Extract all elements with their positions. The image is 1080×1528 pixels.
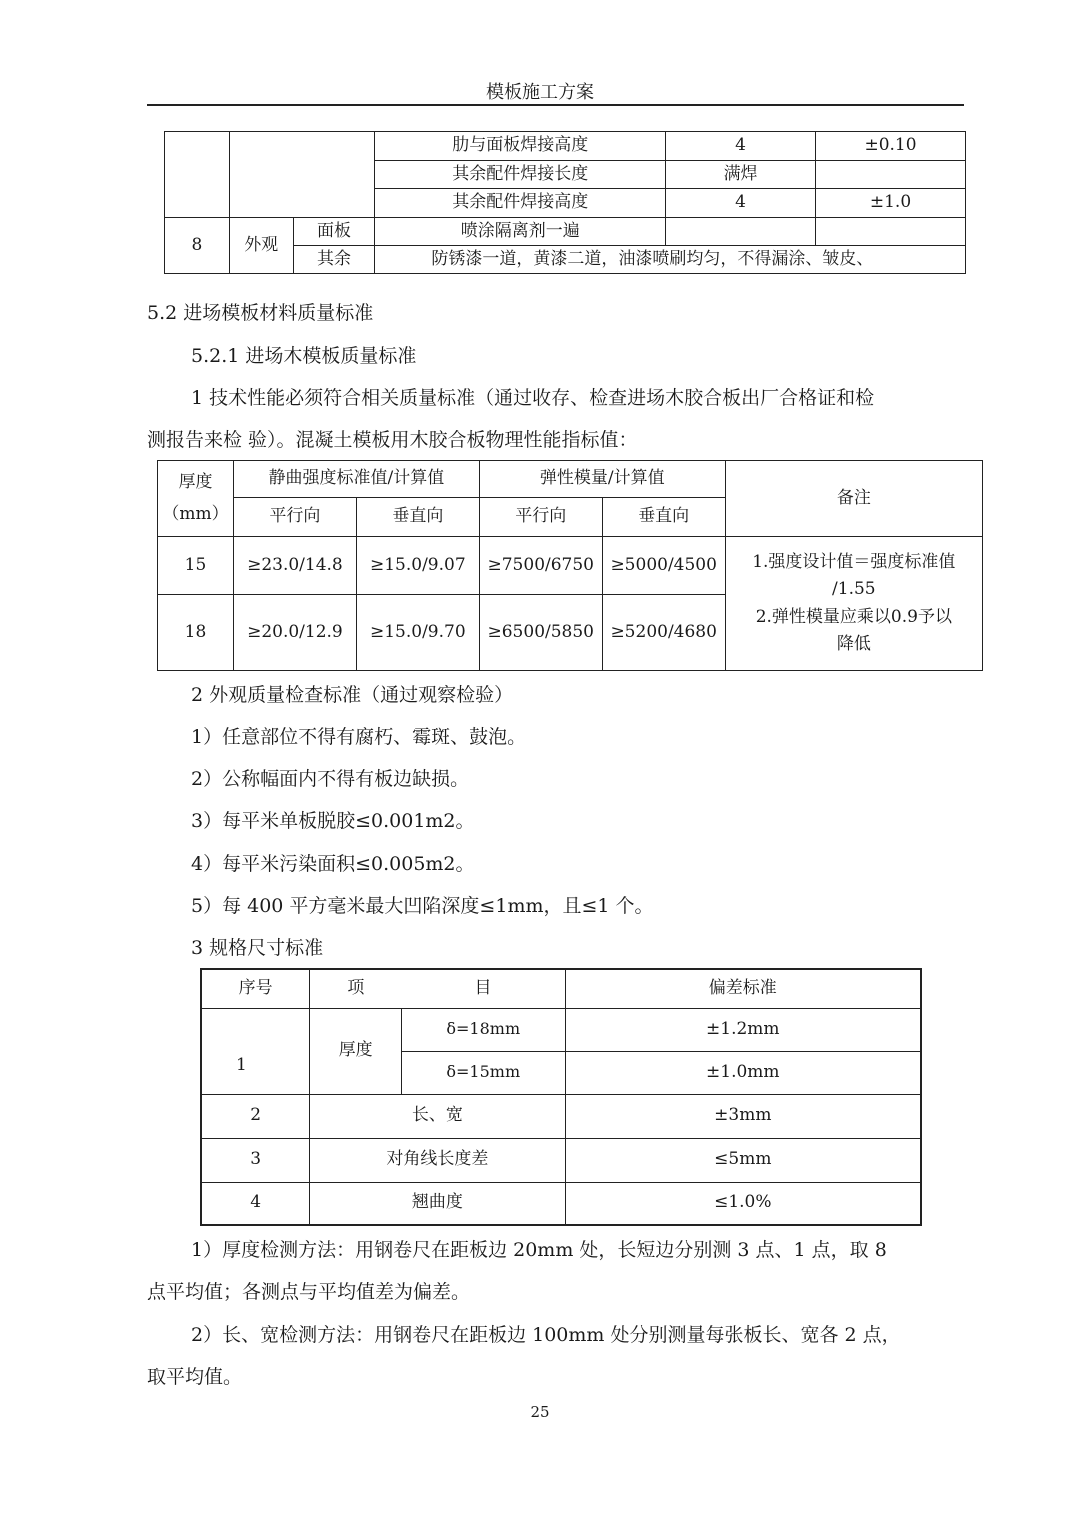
table-cell: ±1.0 bbox=[816, 189, 966, 218]
empty-cell bbox=[666, 218, 816, 246]
empty-cell bbox=[229, 132, 375, 218]
paragraph-line: 1）厚度检测方法：用钢卷尺在距板边 20mm 处，长短边分别测 3 点、1 点，取 8 bbox=[191, 1239, 887, 1261]
page-number: 25 bbox=[530, 1403, 550, 1421]
paragraph-line: 2）长、宽检测方法：用钢卷尺在距板边 100mm 处分别测量每张板长、宽各 2 点， bbox=[191, 1324, 901, 1346]
table-cell: 翘曲度 bbox=[310, 1182, 565, 1225]
size-standard-table bbox=[200, 968, 922, 1226]
table-cell: 面板 bbox=[293, 218, 375, 246]
paragraph-line: 1 技术性能必须符合相关质量标准（通过收存、检查进场木胶合板出厂合格证和检 bbox=[191, 387, 875, 409]
paragraph-line: 点平均值；各测点与平均值差为偏差。 bbox=[147, 1281, 471, 1303]
table-cell: ≤1.0% bbox=[565, 1182, 921, 1225]
header-cell: 垂直向 bbox=[356, 498, 479, 537]
table-cell: 防锈漆一道，黄漆二道，油漆喷刷均匀，不得漏涂、皱皮、 bbox=[375, 246, 966, 274]
table-cell: 外观 bbox=[229, 218, 293, 274]
table-cell: 厚度 bbox=[310, 1008, 402, 1094]
table-cell: ±1.0mm bbox=[565, 1051, 921, 1094]
table-cell: 肋与面板焊接高度 bbox=[375, 132, 666, 161]
table-cell: ≥15.0/9.07 bbox=[356, 537, 479, 595]
header-cell: 弹性模量/计算值 bbox=[479, 461, 725, 498]
table-cell: 对角线长度差 bbox=[310, 1138, 565, 1182]
weld-appearance-table bbox=[164, 131, 966, 274]
table-cell: 18 bbox=[158, 595, 234, 671]
header-cell bbox=[158, 461, 234, 537]
table-cell: ≥7500/6750 bbox=[479, 537, 602, 595]
list-item: 2）公称幅面内不得有板边缺损。 bbox=[191, 768, 470, 790]
table-cell: ≥5000/4500 bbox=[602, 537, 725, 595]
header-cell: 目 bbox=[401, 969, 565, 1008]
header-cell: 垂直向 bbox=[602, 498, 725, 537]
table-cell: 8 bbox=[165, 218, 230, 274]
table-cell: ≤5mm bbox=[565, 1138, 921, 1182]
page-header-title: 模板施工方案 bbox=[486, 82, 594, 103]
list-item: 5）每 400 平方毫米最大凹陷深度≤1mm，且≤1 个。 bbox=[191, 895, 654, 917]
section-heading: 5.2 进场模板材料质量标准 bbox=[147, 302, 374, 324]
header-rule bbox=[147, 104, 964, 106]
table-cell: ≥23.0/14.8 bbox=[233, 537, 356, 595]
note-line: /1.55 bbox=[832, 579, 876, 600]
header-cell: 序号 bbox=[201, 969, 310, 1008]
paragraph-line: 取平均值。 bbox=[147, 1366, 243, 1388]
subsection-heading: 5.2.1 进场木模板质量标准 bbox=[191, 345, 417, 367]
table-cell: δ=18mm bbox=[401, 1008, 565, 1051]
table-cell: 1 bbox=[201, 1008, 310, 1094]
table-cell: ≥20.0/12.9 bbox=[233, 595, 356, 671]
table-cell: ±3mm bbox=[565, 1094, 921, 1138]
thickness-unit: （mm） bbox=[162, 503, 229, 524]
table-cell: δ=15mm bbox=[401, 1051, 565, 1094]
list-item: 1）任意部位不得有腐朽、霉斑、鼓泡。 bbox=[191, 726, 527, 748]
empty-cell bbox=[165, 132, 230, 218]
table-cell: 满焊 bbox=[666, 161, 816, 189]
header-cell: 静曲强度标准值/计算值 bbox=[233, 461, 479, 498]
table-cell: 3 bbox=[201, 1138, 310, 1182]
table-cell: 其余配件焊接长度 bbox=[375, 161, 666, 189]
table-cell: ±1.2mm bbox=[565, 1008, 921, 1051]
table-cell: 4 bbox=[666, 189, 816, 218]
table-cell: 其余 bbox=[293, 246, 375, 274]
table-cell: 2 bbox=[201, 1094, 310, 1138]
table-cell bbox=[816, 161, 966, 189]
table-cell: ≥5200/4680 bbox=[602, 595, 725, 671]
table-cell: 其余配件焊接高度 bbox=[375, 189, 666, 218]
paragraph-line: 2 外观质量检查标准（通过观察检验） bbox=[191, 684, 514, 706]
list-item: 4）每平米污染面积≤0.005m2。 bbox=[191, 853, 475, 875]
plywood-performance-table bbox=[157, 460, 983, 671]
table-cell: ≥6500/5850 bbox=[479, 595, 602, 671]
note-cell bbox=[725, 537, 982, 671]
table-cell: 4 bbox=[201, 1182, 310, 1225]
header-cell: 项 bbox=[310, 969, 402, 1008]
header-cell: 平行向 bbox=[479, 498, 602, 537]
table-cell: 15 bbox=[158, 537, 234, 595]
table-cell: ≥15.0/9.70 bbox=[356, 595, 479, 671]
header-cell: 平行向 bbox=[233, 498, 356, 537]
note-line: 1.强度设计值＝强度标准值 bbox=[752, 552, 956, 573]
note-line: 2.弹性模量应乘以0.9予以 bbox=[755, 606, 952, 627]
list-item: 3）每平米单板脱胶≤0.001m2。 bbox=[191, 810, 475, 832]
paragraph-line: 测报告来检 验）。混凝土模板用木胶合板物理性能指标值： bbox=[147, 429, 638, 451]
table-cell: ±0.10 bbox=[816, 132, 966, 161]
header-cell: 备注 bbox=[725, 461, 982, 537]
empty-cell bbox=[816, 218, 966, 246]
table-cell: 长、宽 bbox=[310, 1094, 565, 1138]
table-cell: 4 bbox=[666, 132, 816, 161]
note-line: 降低 bbox=[836, 633, 871, 654]
paragraph-line: 3 规格尺寸标准 bbox=[191, 937, 324, 959]
header-cell: 偏差标准 bbox=[565, 969, 921, 1008]
thickness-label: 厚度 bbox=[178, 471, 213, 492]
table-cell: 喷涂隔离剂一遍 bbox=[375, 218, 666, 246]
